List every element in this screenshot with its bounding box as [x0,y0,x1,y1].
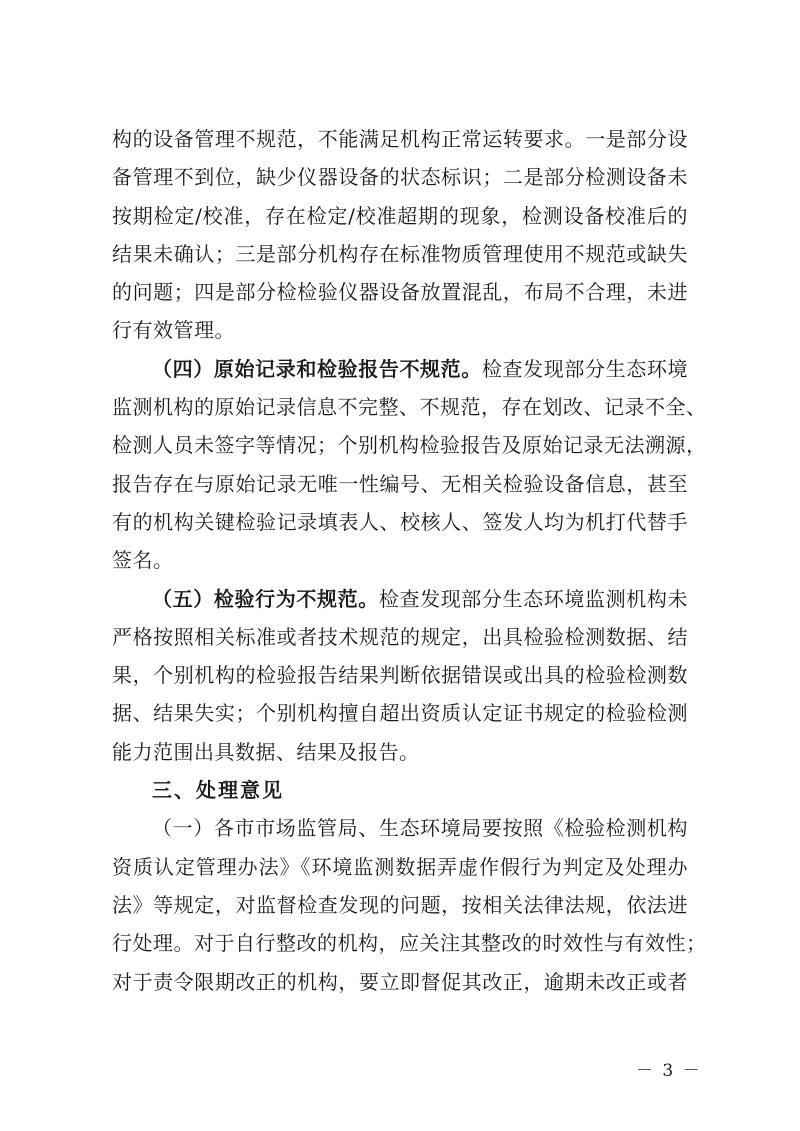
text-line: 行有效管理。 [112,318,235,343]
text-line: 结果未确认；三是部分机构存在标准物质管理使用不规范或缺失 [112,241,688,266]
text-line: 行处理。对于自行整改的机构，应关注其整改的时效性与有效性； [112,931,707,956]
text-line: 严格按照相关标准或者技术规范的规定，出具检验检测数据、结 [112,624,688,649]
text-line: 资质认定管理办法》《环境监测数据弄虚作假行为判定及处理办 [112,854,688,879]
section-5-text: 检查发现部分生态环境监测机构未 [378,586,689,611]
text-line: 有的机构关键检验记录填表人、校核人、签发人均为机打代替手 [112,509,688,534]
text-line: 检测人员未签字等情况；个别机构检验报告及原始记录无法溯源， [112,433,707,458]
section-three-heading: 三、处理意见 [152,778,284,803]
text-line: 监测机构的原始记录信息不完整、不规范，存在划改、记录不全、 [112,395,707,420]
text-line: 报告存在与原始记录无唯一性编号、无相关检验设备信息，甚至 [112,471,688,496]
text-line: 的问题；四是部分检检验仪器设备放置混乱，布局不合理，未进 [112,280,688,305]
text-line: 果，个别机构的检验报告结果判断依据错误或出具的检验检测数 [112,663,688,688]
section-4-text: 检查发现部分生态环境 [481,356,689,381]
text-line: 签名。 [112,548,174,573]
text-line: 备管理不到位，缺少仪器设备的状态标识；二是部分检测设备未 [112,165,688,190]
section-5-first-line [112,580,688,618]
text-line: 据、结果失实；个别机构擅自超出资质认定证书规定的检验检测 [112,701,688,726]
text-line: 按期检定/校准，存在检定/校准超期的现象，检测设备校准后的 [112,203,688,228]
text-line: （一）各市市场监管局、生态环境局要按照《检验检测机构 [152,816,688,841]
section-4-first-line [112,350,688,388]
text-line: 构的设备管理不规范，不能满足机构正常运转要求。一是部分设 [112,127,688,151]
section-4-heading: （四）原始记录和检验报告不规范。 [152,356,482,381]
body-text [112,120,707,1001]
text-line: 对于责令限期改正的机构，要立即督促其改正，逾期未改正或者 [112,969,688,994]
page-number: － 3 － [636,1061,702,1081]
text-line: 法》等规定，对监督检查发现的问题，按相关法律法规，依法进 [112,892,688,917]
text-line: 能力范围出具数据、结果及报告。 [112,739,420,764]
section-5-heading: （五）检验行为不规范。 [152,586,379,611]
